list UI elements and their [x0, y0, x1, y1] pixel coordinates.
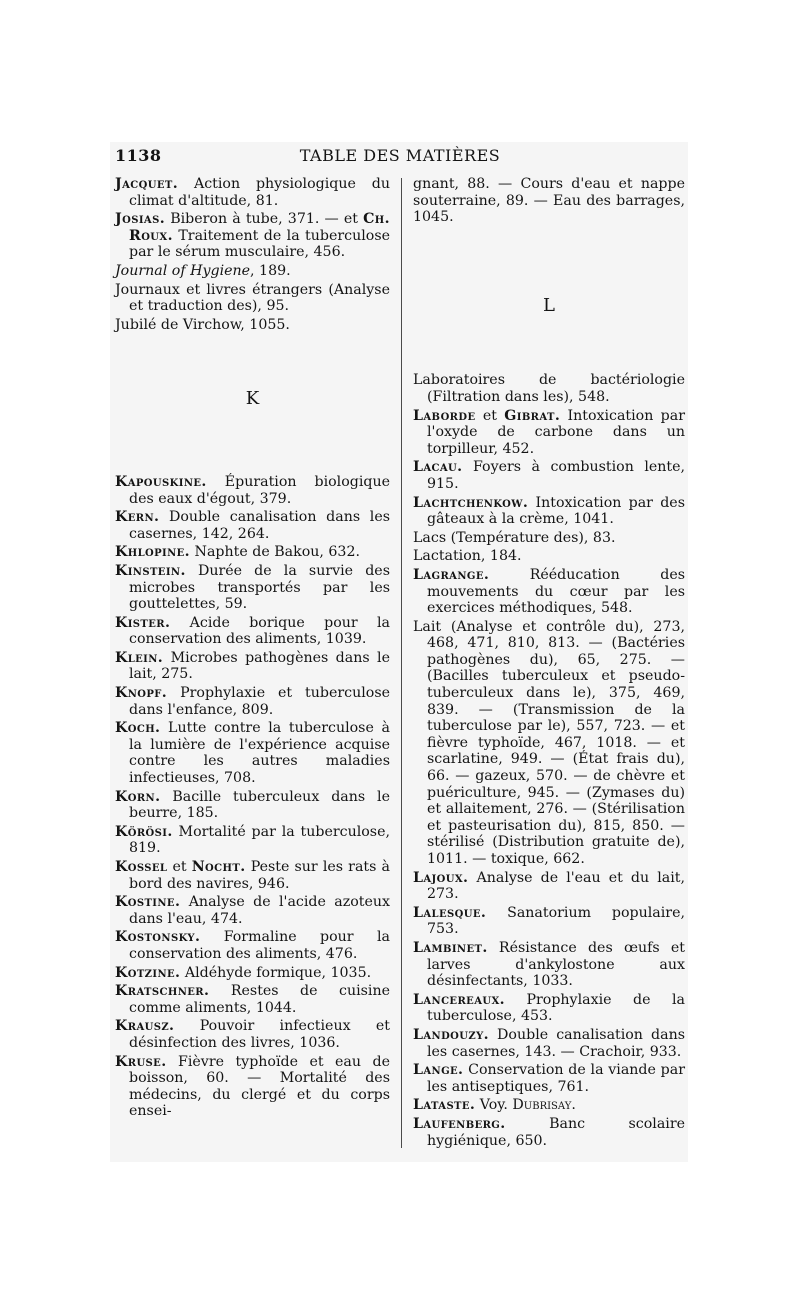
- index-entry: [115, 1054, 390, 1120]
- entry-head-secondary: Ch. Roux.: [129, 211, 390, 244]
- entry-text: Lait (Analyse et contrôle du), 273, 468, 471, 810, 813. — (Bactéries pathogènes du), 65, 275. — (Bacilles tuberculeux et pseudo-tuberculeux dans le), 375, 469, 839. — (Transmission de la tuberculose par le), 557, 723. — et fièvre typhoïde, 467, 1018. — et scarlatine, 949. — (État frais du), 66. — gazeux, 570. — de chèvre et puériculture, 945. — (Zymases du) et allaitement, 276. — (Stérilisation et pasteurisation du), 815, 850. — stérilisé (Distribution gratuite de), 1011. — toxique, 662.: [413, 618, 685, 867]
- entry-text: Restes de cuisine comme aliments, 1044.: [129, 983, 390, 1016]
- entry-head: Lajoux.: [413, 869, 469, 886]
- entry-head-secondary: Gibrat.: [504, 407, 561, 424]
- entry-head: Lambinet.: [413, 939, 488, 956]
- entry-head: Körösi.: [115, 823, 173, 840]
- entry-head: Landouzy.: [413, 1026, 489, 1043]
- entry-head: Kapouskine.: [115, 473, 207, 490]
- index-entry: [413, 992, 685, 1025]
- entry-head: Laufenberg.: [413, 1115, 506, 1132]
- entry-head: Knopf.: [115, 685, 168, 702]
- index-entry: [413, 530, 685, 547]
- index-entry: [115, 983, 390, 1016]
- entry-text-secondary: Peste sur les rats à bord des navires, 946.: [129, 859, 390, 892]
- entry-head: Kostine.: [115, 894, 181, 911]
- entry-text: Mortalité par la tuberculose, 819.: [129, 823, 390, 857]
- index-entry: [115, 615, 390, 648]
- entry-text: Acide borique pour la conservation des aliments, 1039.: [129, 614, 390, 648]
- section-letter-l: L: [543, 294, 555, 316]
- entry-text: Laboratoires de bactériologie (Filtration dans les), 548.: [413, 372, 685, 405]
- index-entry: [413, 870, 685, 903]
- entry-text: Action physiologique du climat d'altitude, 81.: [129, 176, 390, 209]
- entry-head: Lacau.: [413, 459, 463, 476]
- index-entry: [115, 965, 390, 982]
- entry-text: Bacille tuberculeux dans le beurre, 185.: [129, 788, 390, 822]
- entry-head: Krausz.: [115, 1018, 175, 1035]
- entry-text: Lacs (Température des), 83.: [413, 529, 616, 546]
- index-entry: [413, 372, 685, 405]
- index-entry: [115, 509, 390, 542]
- entry-text: Conservation de la viande par les antiseptiques, 761.: [427, 1062, 685, 1095]
- entry-head: Jacquet.: [115, 176, 179, 192]
- entry-text: Pouvoir infectieux et désinfection des livres, 1036.: [129, 1018, 390, 1051]
- left-column: [115, 176, 390, 1122]
- index-entry: [115, 176, 390, 209]
- entry-text: Intoxication par des gâteaux à la crème, 1041.: [427, 494, 685, 528]
- index-entry: [413, 567, 685, 617]
- index-entry: [413, 619, 685, 868]
- entry-head: Lachtchenkow.: [413, 494, 529, 511]
- entry-text: Analyse de l'eau et du lait, 273.: [427, 869, 685, 903]
- entry-text: Banc scolaire hygiénique, 650.: [427, 1115, 685, 1149]
- index-entry: [115, 720, 390, 786]
- entry-head: Korn.: [115, 788, 161, 805]
- entry-text: Analyse de l'acide azoteux dans l'eau, 474.: [129, 894, 390, 927]
- entry-head: Klein.: [115, 649, 164, 666]
- index-entry: [115, 894, 390, 927]
- index-entry: [115, 1018, 390, 1051]
- entry-text: Prophylaxie de la tuberculose, 453.: [427, 991, 685, 1025]
- page-header: [115, 146, 685, 168]
- entry-text: Microbes pathogènes dans le lait, 275.: [129, 649, 390, 683]
- entry-text: , 189.: [250, 262, 291, 279]
- entry-text: et: [475, 407, 505, 424]
- entry-head: Kotzine.: [115, 964, 181, 981]
- index-entry: [413, 1097, 685, 1114]
- entry-text: Double canalisation dans les casernes, 142, 264.: [129, 509, 390, 542]
- entry-text: Prophylaxie et tuberculose dans l'enfance, 809.: [129, 685, 390, 718]
- index-entry: [115, 474, 390, 507]
- entry-text: Aldéhyde formique, 1035.: [180, 964, 372, 981]
- index-entry: [413, 548, 685, 565]
- entry-text: Épuration biologique des eaux d'égout, 379.: [129, 473, 390, 507]
- index-entry: [115, 789, 390, 822]
- entry-head: Kossel: [115, 859, 168, 875]
- running-title: TABLE DES MATIÈRES: [299, 146, 501, 165]
- entry-head: Khlopine.: [115, 544, 191, 561]
- entry-head: Kern.: [115, 509, 160, 526]
- entry-head: Lancereaux.: [413, 991, 505, 1008]
- index-entry: [413, 1027, 685, 1060]
- index-entry: [115, 650, 390, 683]
- entry-head: Lagrange.: [413, 566, 490, 583]
- entry-head: Kinstein.: [115, 562, 186, 579]
- entry-head: Kratschner.: [115, 983, 210, 1000]
- section-letter-k: K: [245, 388, 260, 410]
- index-entry: [413, 1062, 685, 1095]
- column-divider: [401, 178, 402, 1148]
- continued-entry: gnant, 88. — Cours d'eau et nappe souterraine, 89. — Eau des barrages, 1045.: [413, 176, 685, 226]
- entry-text: Résistance des œufs et larves d'ankylostone aux désinfectants, 1033.: [427, 939, 685, 990]
- entry-head: Lalesque.: [413, 904, 487, 921]
- entry-text: Fièvre typhoïde et eau de boisson, 60. — Mortalité des médecins, du clergé et du corps ensei-: [129, 1053, 390, 1120]
- entry-head-secondary: Dubrisay.: [512, 1097, 576, 1114]
- index-entry: [115, 685, 390, 718]
- entry-text: Foyers à combustion lente, 915.: [427, 459, 685, 492]
- index-entry: [115, 929, 390, 962]
- index-entry: [115, 563, 390, 613]
- entry-head: Kruse.: [115, 1053, 167, 1070]
- index-entry: [413, 495, 685, 528]
- entry-head: Kostonsky.: [115, 929, 201, 946]
- entry-text: Lutte contre la tuberculose à la lumière de l'expérience acquise contre les autres maladies infectieuses, 708.: [129, 720, 390, 787]
- index-entry: [115, 859, 390, 892]
- entry-text: Lactation, 184.: [413, 548, 522, 565]
- entry-head: Koch.: [115, 720, 161, 737]
- entry-text: Biberon à tube, 371. — et: [165, 211, 364, 228]
- index-entry: [413, 905, 685, 938]
- index-entry: Jubilé de Virchow, 1055.: [115, 316, 290, 333]
- index-entry: [115, 824, 390, 857]
- index-entry: [413, 459, 685, 492]
- entry-text: Naphte de Bakou, 632.: [190, 544, 360, 561]
- journal-title: Journal of Hygiene: [115, 262, 251, 279]
- index-entry: [115, 263, 390, 280]
- entry-text-secondary: Traitement de la tuberculose par le sérum musculaire, 456.: [129, 227, 390, 261]
- page-number: 1138: [115, 146, 162, 165]
- entry-text: Sanatorium populaire, 753.: [427, 904, 685, 938]
- entry-text: Durée de la survie des microbes transportés par les gouttelettes, 59.: [129, 562, 390, 613]
- entry-text: Voy.: [475, 1097, 513, 1114]
- index-entry: [413, 940, 685, 990]
- index-entry: [115, 211, 390, 261]
- entry-text: Rééducation des mouvements du cœur par les exercices méthodiques, 548.: [427, 566, 685, 617]
- entry-head: Lange.: [413, 1062, 464, 1079]
- index-entry: Journaux et livres étrangers (Analyse et traduction des), 95.: [115, 281, 390, 315]
- entry-head: Lataste.: [413, 1097, 476, 1114]
- right-column: [413, 176, 685, 1151]
- index-entry: [115, 544, 390, 561]
- entry-head: Josias.: [115, 211, 166, 228]
- entry-head: Kister.: [115, 614, 171, 631]
- entry-text: Double canalisation dans les casernes, 143. — Crachoir, 933.: [427, 1026, 685, 1060]
- entry-head-secondary: Nocht.: [191, 859, 246, 875]
- entry-text: Formaline pour la conservation des aliments, 476.: [129, 929, 390, 962]
- entry-text: et: [167, 859, 192, 875]
- entry-text-secondary: Intoxication par l'oxyde de carbone dans un torpilleur, 452.: [427, 407, 685, 457]
- index-entry: [413, 1116, 685, 1149]
- entry-head: Laborde: [413, 407, 476, 424]
- index-entry: [413, 408, 685, 458]
